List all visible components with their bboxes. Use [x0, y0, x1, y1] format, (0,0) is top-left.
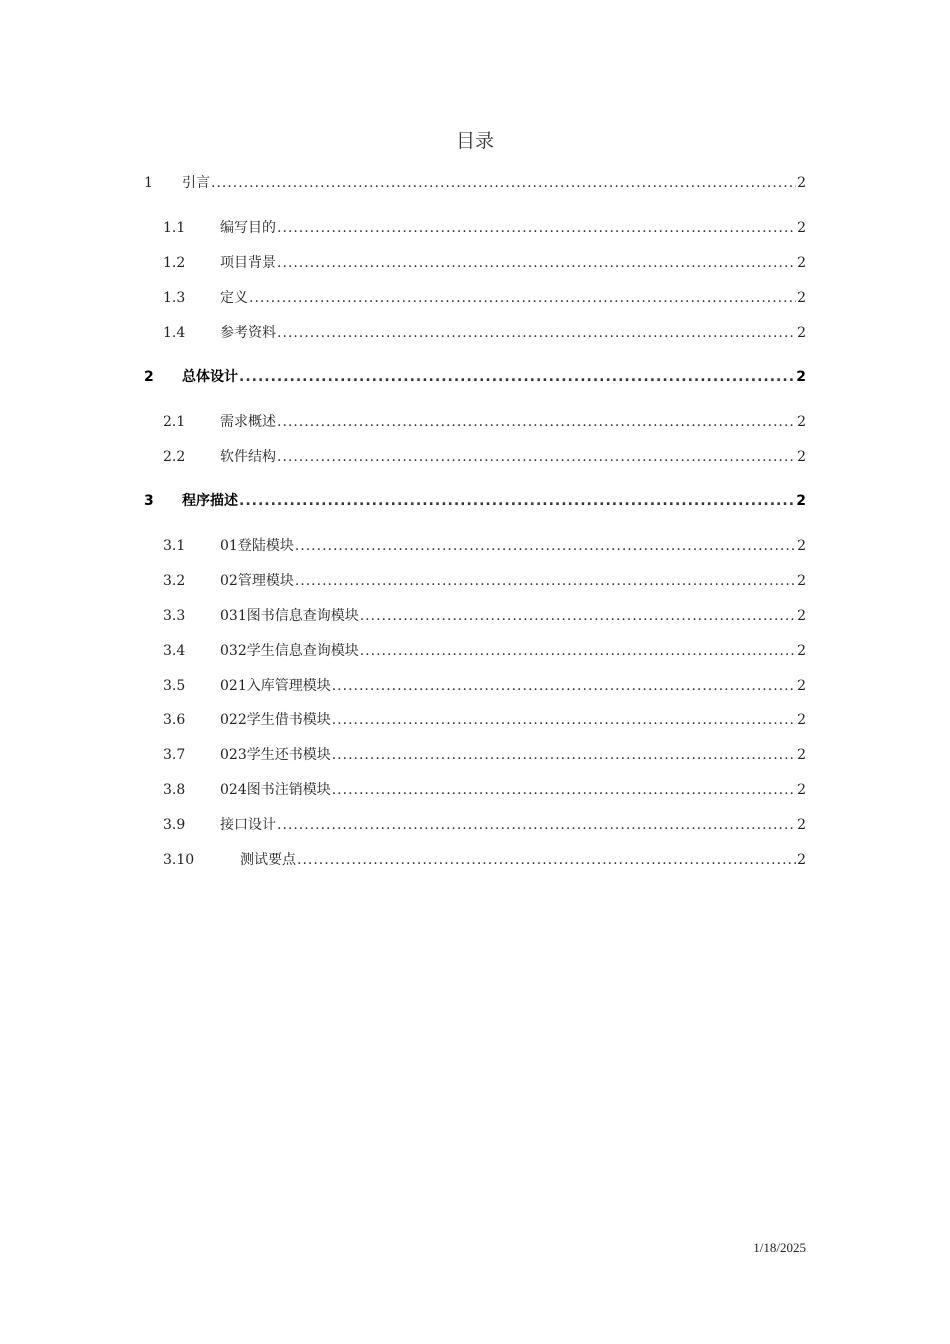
toc-entry-number: 1.3	[163, 290, 186, 306]
toc-leader-dots	[332, 778, 796, 802]
toc-leader-dots	[277, 251, 796, 275]
toc-entry-1-2[interactable]	[163, 251, 806, 275]
toc-entry-3[interactable]	[144, 489, 806, 513]
toc-entry-label: 编写目的	[220, 220, 276, 236]
toc-leader-dots	[297, 848, 796, 872]
toc-entry-label: 02管理模块	[220, 573, 294, 589]
toc-entry-label: 032学生信息查询模块	[220, 643, 359, 659]
toc-entry-page: 2	[797, 175, 806, 191]
toc-entry-number: 1.1	[163, 220, 186, 236]
toc-leader-dots	[360, 639, 796, 663]
toc-entry-page: 2	[797, 678, 806, 694]
toc-entry-page: 2	[797, 712, 806, 728]
toc-entry-number: 3	[144, 493, 154, 509]
toc-entry-1[interactable]	[144, 171, 806, 195]
toc-entry-page: 2	[797, 220, 806, 236]
toc-entry-label: 需求概述	[220, 414, 276, 430]
toc-entry-2-1[interactable]	[163, 410, 806, 434]
toc-entry-number: 3.10	[163, 852, 195, 868]
toc-entry-page: 2	[797, 325, 806, 341]
toc-entry-3-2[interactable]	[163, 569, 806, 593]
toc-entry-label: 参考资料	[220, 325, 276, 341]
toc-entry-page: 2	[797, 414, 806, 430]
toc-entry-3-3[interactable]	[163, 604, 806, 628]
toc-leader-dots	[277, 321, 796, 345]
toc-leader-dots	[211, 171, 796, 195]
toc-leader-dots	[277, 445, 796, 469]
toc-entry-number: 3.2	[163, 573, 186, 589]
toc-leader-dots	[295, 569, 796, 593]
footer-date: 1/18/2025	[753, 1240, 806, 1255]
toc-entry-page: 2	[796, 369, 806, 385]
toc-entry-1-1[interactable]	[163, 216, 806, 240]
toc-entry-label: 接口设计	[220, 817, 276, 833]
toc-entry-number: 2.1	[163, 414, 186, 430]
toc-entry-number: 2	[144, 369, 154, 385]
toc-entry-page: 2	[796, 493, 806, 509]
toc-entry-number: 2.2	[163, 449, 186, 465]
toc-entry-2-2[interactable]	[163, 445, 806, 469]
toc-leader-dots	[277, 410, 796, 434]
toc-entry-label: 023学生还书模块	[220, 747, 331, 763]
toc-entry-number: 3.1	[163, 538, 186, 554]
toc-leader-dots	[360, 604, 796, 628]
toc-leader-dots	[332, 743, 796, 767]
toc-entry-number: 3.3	[163, 608, 186, 624]
toc-entry-1-3[interactable]	[163, 286, 806, 310]
toc-entry-number: 3.6	[163, 712, 186, 728]
toc-entry-number: 3.9	[163, 817, 186, 833]
toc-entry-number: 3.5	[163, 678, 186, 694]
toc-entry-label: 031图书信息查询模块	[220, 608, 359, 624]
toc-entry-page: 2	[797, 817, 806, 833]
toc-entry-3-7[interactable]	[163, 743, 806, 767]
toc-entry-3-1[interactable]	[163, 534, 806, 558]
toc-leader-dots	[239, 365, 795, 389]
toc-entry-number: 3.8	[163, 782, 186, 798]
toc-entry-label: 定义	[220, 290, 248, 306]
toc-entry-3-5[interactable]	[163, 674, 806, 698]
toc-entry-page: 2	[797, 290, 806, 306]
toc-entry-3-4[interactable]	[163, 639, 806, 663]
toc-leader-dots	[277, 813, 796, 837]
toc-entry-page: 2	[797, 852, 806, 868]
toc-leader-dots	[249, 286, 796, 310]
toc-entry-number: 3.7	[163, 747, 186, 763]
toc-entry-page: 2	[797, 538, 806, 554]
toc-entry-label: 程序描述	[182, 493, 238, 509]
toc-entry-1-4[interactable]	[163, 321, 806, 345]
toc-entry-number: 1.4	[163, 325, 186, 341]
toc-leader-dots	[239, 489, 795, 513]
toc-entry-label: 024图书注销模块	[220, 782, 331, 798]
toc-leader-dots	[277, 216, 796, 240]
toc-entry-page: 2	[797, 573, 806, 589]
toc-entry-3-6[interactable]	[163, 708, 806, 732]
toc-entry-label: 022学生借书模块	[220, 712, 331, 728]
toc-entry-number: 1	[144, 175, 153, 191]
toc-entry-page: 2	[797, 449, 806, 465]
toc-entry-3-10[interactable]	[163, 848, 806, 872]
toc-leader-dots	[295, 534, 796, 558]
toc-entry-page: 2	[797, 643, 806, 659]
toc-entry-label: 01登陆模块	[220, 538, 294, 554]
toc-entry-number: 1.2	[163, 255, 186, 271]
toc-entry-page: 2	[797, 608, 806, 624]
toc-entry-label: 测试要点	[240, 852, 296, 868]
toc-entry-3-8[interactable]	[163, 778, 806, 802]
toc-leader-dots	[332, 674, 796, 698]
toc-entry-number: 3.4	[163, 643, 186, 659]
toc-entry-page: 2	[797, 782, 806, 798]
toc-title: 目录	[455, 130, 494, 152]
toc-entry-label: 引言	[182, 175, 210, 191]
toc-entry-label: 总体设计	[182, 369, 238, 385]
toc-leader-dots	[332, 708, 796, 732]
toc-entry-page: 2	[797, 747, 806, 763]
toc-entry-page: 2	[797, 255, 806, 271]
toc-entry-label: 项目背景	[220, 255, 276, 271]
toc-entry-3-9[interactable]	[163, 813, 806, 837]
toc-entry-2[interactable]	[144, 365, 806, 389]
toc-entry-label: 021入库管理模块	[220, 678, 331, 694]
toc-entry-label: 软件结构	[220, 449, 276, 465]
